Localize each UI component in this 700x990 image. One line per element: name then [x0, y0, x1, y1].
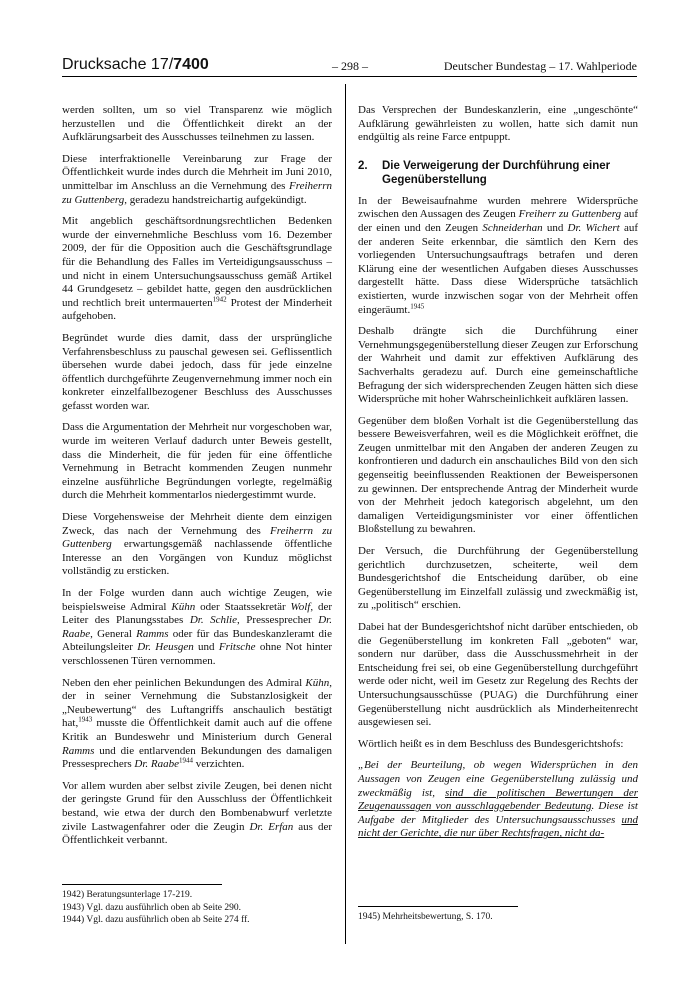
paragraph: Gegenüber dem bloßen Vorhalt ist die Gegenüberstellung das bessere Beweisverfahren, weil es die Möglichkeit eröffnet, die Zeugen unmittelbar mit den Angaben der anderen Zeugen zu konfrontieren und dadurch ein anschauliches Bild von den sich gegenseitig beeinflussenden Reaktionen der Beweispersonen zu gewinnen. Der entsprechende Antrag der Minderheit wurde von der Mehrheit jedoch kategorisch abgelehnt, um den damaligen Verteidigungsminister vor einer öffentlichen Bloßstellung zu bewahren. [358, 414, 638, 536]
footnote-ref[interactable]: 1942 [212, 295, 227, 304]
parliament-label: Deutscher Bundestag – 17. Wahlperiode [443, 59, 637, 73]
footnote: 1944) Vgl. dazu ausführlich oben ab Seite 274 ff. [62, 915, 250, 925]
left-column [62, 104, 332, 856]
column-divider [345, 84, 346, 944]
section-heading: 2. Die Verweigerung der Durchführung einer Gegenüberstellung [358, 159, 611, 186]
footnotes-left [62, 889, 250, 927]
paragraph: In der Folge wurden dann auch wichtige Zeugen, wie beispielsweise Admiral Kühn oder Staatssekretär Wolf, der Leiter des Planungsstabes Dr. Schlie, Pressesprecher Dr. Raabe, General Ramms oder für das Bundeskanzleramt die Abteilungsleiter Dr. Heusgen und Fritsche ohne Not hinter verschlossenen Türen vernommen. [62, 587, 333, 667]
footnote-ref[interactable]: 1945 [410, 301, 425, 310]
footnotes-right [358, 911, 493, 924]
footnote-rule [62, 884, 222, 885]
paragraph: Mit angeblich geschäftsordnungsrechtlichen Bedenken wurde der einvernehmliche Beschluss vom 16. Dezember 2009, der für die Opposition auch die Geschäftsgrundlage für die Behandlung des Falles im Verteidigungsausschuss – und nicht in einem Untersuchungsausschuss gemäß Artikel 44 Grundgesetz – gebildet hatte, gegen den ausdrücklichen und rechtlich breit untermauerten$^{1942}$ Protest der Minderheit aufgehoben. [62, 215, 332, 323]
paragraph: Diese Vorgehensweise der Mehrheit diente dem einzigen Zweck, das nach der Vernehmung des Freiherrn zu Guttenberg erwartungsgemäß nachlassende öffentliche Interesse an den Vorgängen von Kunduz möglichst vollständig zu ersticken. [62, 511, 332, 578]
paragraph: Das Versprechen der Bundeskanzlerin, eine „ungeschönte“ Aufklärung gewährleisten zu wollen, hatte sich damit nun endgültig als reine Farce entpuppt. [358, 104, 638, 144]
footnote: 1943) Vgl. dazu ausführlich oben ab Seite 290. [62, 902, 241, 913]
paragraph: Der Versuch, die Durchführung der Gegenüberstellung gerichtlich durchzusetzen, scheiterte, weil dem Bundesgerichtshof die Entscheidung darüber, ob eine Gegenüberstellung im Einzelfall zulässig und zweckmäßig ist, zu „politisch“ erschien. [358, 545, 638, 612]
paragraph: Begründet wurde dies damit, dass der ursprüngliche Verfahrensbeschluss zu pauschal gewesen sei. Geflissentlich übersehen wurde dabei jedoch, dass für jede einzelne öffentlich durchgeführte Zeugenvernehmung immer noch ein konkreter einzelfallbezogener Beschluss des Ausschusses gefasst worden war. [62, 331, 332, 412]
paragraph: Dabei hat der Bundesgerichtshof nicht darüber entschieden, ob die Gegenüberstellung im konkreten Fall „geboten“ war, sondern nur darüber, dass die Ausschussmehrheit in der Entscheidung frei sei, ob eine Gegenüberstellung durchgeführt werde oder nicht, weil im Gesetz zur Regelung des Rechts der Untersuchungsausschüsse (PUAG) die Durchführung einer Gegenüberstellung nicht ausdrücklich als Minderheitenrecht ausgewiesen sei. [358, 621, 638, 729]
footnote-rule [358, 906, 518, 907]
paragraph: Diese interfraktionelle Vereinbarung zur Frage der Öffentlichkeit wurde indes durch die Mehrheit im Juni 2010, unmittelbar im Anschluss an die Vernehmung des Freiherrn zu Guttenberg, geradezu handstreichartig aufgekündigt. [62, 152, 332, 206]
paragraph: Vor allem wurden aber selbst zivile Zeugen, bei denen nicht der geringste Grund für den Ausschluss der Öffentlichkeit bestand, wie etwa der durch den Bombenabwurf verletzte zivile Lastwagenfahrer oder die Zeugin Dr. Erfan aus der Öffentlichkeit verbannt. [62, 779, 332, 847]
footnote: 1942) Beratungsunterlage 17-219. [62, 890, 193, 900]
footnote-ref[interactable]: 1944 [179, 756, 194, 765]
paragraph: Deshalb drängte sich die Durchführung einer Vernehmungsgegenüberstellung dieser Zeugen zur Erforschung der Wahrheit und damit zur effektiven Aufklärung des Sachverhalts geradezu auf. Durch eine gemeinschaftliche Befragung der sich widersprechenden Zeugen hätten sich diese Widersprüche mit hoher Wahrscheinlichkeit aufklären lassen. [358, 325, 638, 406]
footnote-ref[interactable]: 1943 [78, 715, 93, 724]
paragraph: Dass die Argumentation der Mehrheit nur vorgeschoben war, wurde im weiteren Verlauf dadurch unter Beweis gestellt, dass die Minderheit, die für jeden für eine öffentliche Vernehmung in Betracht kommenden Zeugen nunmehr einzelne ausführliche Begründungen vorlegte, regelmäßig durch die Mehrheit kommentarlos niedergestimmt wurde. [62, 421, 332, 502]
page-number: – 298 – [332, 59, 368, 73]
paragraph: Wörtlich heißt es in dem Beschluss des Bundesgerichtshofs: [358, 737, 624, 750]
right-column [358, 104, 638, 849]
paragraph: Neben den eher peinlichen Bekundungen des Admiral Kühn, der in seiner Vernehmung die Substanzlosigkeit der „Neubewertung“ des Luftangriffs anschaulich bestätigt hat,$^{1943}$ musste die Öffentlichkeit damit auch auf die offene Kritik an Bundeswehr und Ministerium durch General Ramms und die entlarvenden Bekundungen des damaligen Pressesprechers Dr. Raabe$^{1944}$ verzichten. [62, 676, 332, 771]
page-header [62, 56, 637, 77]
court-quote: „Bei der Beurteilung, ob wegen Widersprüchen in den Aussagen von Zeugen eine Gegenüberstellung zulässig und zweckmäßig ist, sind die politischen Bewertungen der Zeugenaussagen von ausschlaggebender Bedeutung. Diese ist Aufgabe der Mitglieder des Untersuchungsausschusses und nicht der Gerichte, die nur über Rechtsfragen, nicht da- [358, 759, 638, 840]
paragraph: werden sollten, um so viel Transparenz wie möglich herzustellen und die Öffentlichkeit direkt an der Aufklärungsarbeit des Ausschusses teilnehmen zu lassen. [62, 104, 332, 144]
paragraph: In der Beweisaufnahme wurden mehrere Widersprüche zwischen den Aussagen des Zeugen Freiherr zu Guttenberg auf der einen und den Zeugen Schneiderhan und Dr. Wichert auf der anderen Seite erkennbar, die sämtlich den Kern des vorliegenden Untersuchungsauftrags betrafen und deren Klärung eine der wesentlichen Aufgaben dieses Ausschusses dargestellt hätte. Dass diese Widersprüche tatsächlich existierten, wurde inzwischen sogar von der Mehrheit offen eingeräumt.$^{1945}$ [358, 194, 638, 316]
footnote: 1945) Mehrheitsbewertung, S. 170. [358, 912, 493, 922]
document-number: Drucksache 17/7400 [62, 56, 209, 73]
